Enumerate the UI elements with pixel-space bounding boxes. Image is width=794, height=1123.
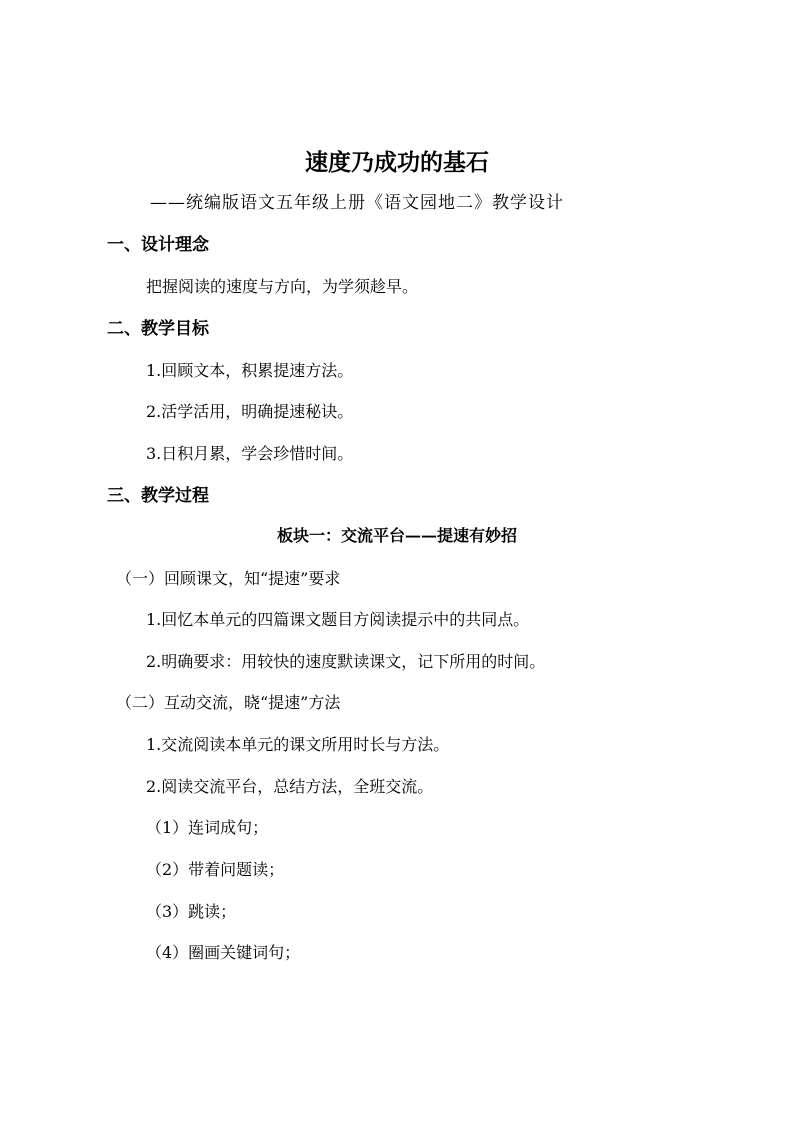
document-subtitle: ——统编版语文五年级上册《语文园地二》教学设计: [150, 193, 564, 213]
section-heading-design-concept: 一、设计理念: [107, 235, 209, 255]
section-heading-teaching-process: 三、教学过程: [107, 486, 209, 506]
block-title: 板块一：交流平台——提速有妙招: [276, 526, 517, 545]
method-item: （3）跳读；: [146, 902, 237, 921]
method-item: （4）圈画关键词句；: [146, 943, 301, 962]
section-heading-teaching-goals: 二、教学目标: [107, 319, 209, 339]
goal-item: 1.回顾文本，积累提速方法。: [146, 361, 354, 380]
document-title: 速度乃成功的基石: [305, 149, 489, 176]
process-item: 1.回忆本单元的四篇课文题目方阅读提示中的共同点。: [146, 610, 530, 629]
process-item: 2.明确要求：用较快的速度默读课文，记下所用的时间。: [146, 652, 546, 671]
part-heading: （一）回顾课文，知“提速”要求: [116, 569, 341, 588]
part-heading: （二）互动交流，晓“提速”方法: [116, 693, 341, 712]
method-item: （2）带着问题读；: [146, 860, 285, 879]
method-item: （1）连词成句；: [146, 818, 269, 837]
process-item: 2.阅读交流平台，总结方法，全班交流。: [146, 777, 434, 796]
process-item: 1.交流阅读本单元的课文所用时长与方法。: [146, 735, 450, 754]
goal-item: 3.日积月累，学会珍惜时间。: [146, 444, 354, 463]
design-concept-text: 把握阅读的速度与方向，为学须趁早。: [146, 277, 419, 296]
goal-item: 2.活学活用，明确提速秘诀。: [146, 402, 354, 421]
